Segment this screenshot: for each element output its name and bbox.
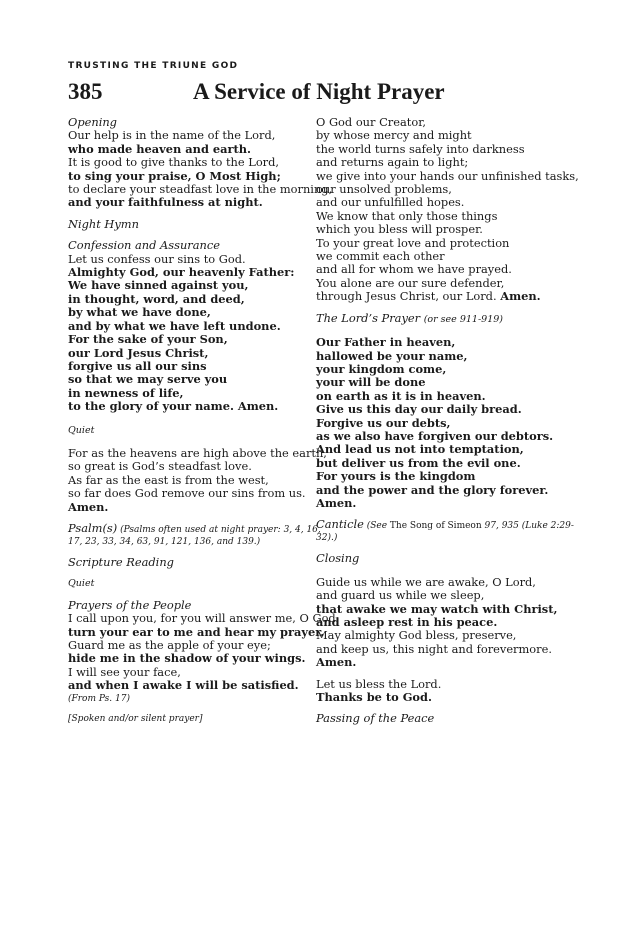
assurance-line: As far as the east is from the west, — [68, 472, 269, 487]
night-hymn-heading: Night Hymn — [68, 216, 139, 231]
prayers-source: (From Ps. 17) — [68, 693, 130, 704]
peace-heading: Passing of the Peace — [316, 711, 435, 726]
confession-line: Almighty God, our heavenly Father: — [68, 265, 295, 280]
opening-line: It is good to give thanks to the Lord, — [68, 155, 280, 170]
lords-prayer-line: Give us this day our daily bread. — [316, 402, 522, 417]
closing-heading: Closing — [316, 551, 360, 566]
prayers-line: Guard me as the apple of your eye; — [68, 638, 271, 652]
section-label: TRUSTING THE TRIUNE GOD — [68, 61, 239, 71]
psalms-note: (Psalms often used at night prayer: 3, 4, 16, — [120, 524, 321, 535]
scripture-heading: Scripture Reading — [68, 554, 174, 569]
assurance-line: so great is God’s steadfast love. — [68, 459, 252, 474]
collect-line — [316, 290, 561, 303]
confession-line: so that we may serve you — [68, 372, 228, 387]
dismissal-line: Let us bless the Lord. — [316, 676, 442, 691]
lords-prayer-line: as we also have forgiven our debtors. — [316, 428, 554, 443]
lords-prayer-line: hallowed be your name, — [316, 348, 468, 363]
closing-line: and keep us, this night and forevermore. — [316, 641, 552, 656]
page-title: A Service of Night Prayer — [193, 79, 445, 104]
confession-line: in thought, word, and deed, — [68, 291, 245, 306]
canticle-refs: 97, 935 (Luke 2:29- — [484, 521, 574, 532]
lords-prayer-note: (or see 911-919) — [423, 313, 503, 325]
assurance-line: For as the heavens are high above the earth, — [68, 445, 327, 460]
opening-line: to declare your steadfast love in the morning, — [68, 182, 333, 197]
lords-prayer-heading: The Lord’s Prayer — [316, 310, 421, 325]
collect-line: and returns again to light; — [316, 155, 469, 170]
collect-line: You alone are our sure defender, — [316, 275, 505, 290]
opening-line: and your faithfulness at night. — [68, 195, 263, 210]
collect-line: by whose mercy and might — [316, 128, 472, 143]
collect-amen: Amen. — [500, 289, 541, 304]
lords-prayer-line: Our Father in heaven, — [316, 335, 456, 350]
prayers-line: and when I awake I will be satisfied. — [68, 678, 299, 693]
confession-line: to the glory of your name. Amen. — [68, 399, 279, 414]
closing-line: and guard us while we sleep, — [316, 588, 485, 603]
lords-prayer-heading-row — [316, 312, 561, 326]
psalms-label: Psalm(s) — [68, 520, 118, 535]
collect-line: O God our Creator, — [316, 115, 427, 129]
confession-line: by what we have done, — [68, 305, 211, 320]
lords-prayer-line: but deliver us from the evil one. — [316, 455, 521, 470]
confession-line: in newness of life, — [68, 385, 184, 400]
confession-line: We have sinned against you, — [68, 278, 249, 293]
canticle-song: The Song of Simeon — [389, 521, 482, 532]
confession-line: Let us confess our sins to God. — [68, 251, 246, 266]
opening-heading: Opening — [68, 115, 117, 129]
collect-line: we give into your hands our unfinished tasks, — [316, 168, 579, 183]
collect-line: To your great love and protection — [316, 235, 510, 250]
lords-prayer-line: your kingdom come, — [316, 361, 447, 376]
confession-heading: Confession and Assurance — [68, 238, 220, 253]
collect-line: We know that only those things — [316, 208, 498, 223]
collect-line: we commit each other — [316, 249, 445, 264]
prayers-line: hide me in the shadow of your wings. — [68, 651, 306, 666]
prayers-line: turn your ear to me and hear my prayer. — [68, 624, 325, 639]
quiet-rubric: Quiet — [68, 578, 95, 590]
prayers-line: I call upon you, for you will answer me, O God; — [68, 611, 340, 626]
collect-ending: through Jesus Christ, our Lord. — [316, 289, 497, 304]
canticle-line — [316, 517, 574, 532]
lords-prayer-line: your will be done — [316, 375, 426, 390]
lords-prayer-line: And lead us not into temptation, — [316, 442, 524, 457]
hymn-number: 385 — [68, 79, 103, 104]
prayers-heading: Prayers of the People — [68, 597, 192, 612]
opening-line: Our help is in the name of the Lord, — [68, 128, 276, 143]
lords-prayer-line: on earth as it is in heaven. — [316, 388, 486, 403]
psalms-line — [68, 520, 321, 536]
confession-line: and by what we have left undone. — [68, 318, 281, 333]
collect-line: and all for whom we have prayed. — [316, 262, 512, 277]
lords-prayer-line: Amen. — [316, 495, 357, 510]
closing-line: Amen. — [316, 655, 357, 670]
confession-line: forgive us all our sins — [68, 358, 207, 373]
lords-prayer-line: and the power and the glory forever. — [316, 482, 549, 497]
assurance-line: so far does God remove our sins from us. — [68, 486, 306, 501]
confession-line: our Lord Jesus Christ, — [68, 345, 209, 360]
collect-line: our unsolved problems, — [316, 182, 452, 197]
spoken-rubric: [Spoken and/or silent prayer] — [68, 713, 203, 724]
right-column — [316, 115, 579, 726]
closing-line: and asleep rest in his peace. — [316, 615, 498, 629]
opening-line: who made heaven and earth. — [68, 141, 252, 156]
collect-line: the world turns safely into darkness — [316, 141, 525, 156]
assurance-line: Amen. — [68, 499, 109, 514]
canticle-label: Canticle — [316, 517, 364, 532]
closing-line: May almighty God bless, preserve, — [316, 628, 517, 643]
dismissal-line: Thanks be to God. — [316, 690, 432, 705]
canticle-refs-2: 32).) — [316, 533, 338, 544]
quiet-rubric: Quiet — [68, 424, 95, 436]
lords-prayer-line: For yours is the kingdom — [316, 469, 476, 484]
confession-line: For the sake of your Son, — [68, 332, 228, 347]
prayers-line: I will see your face, — [68, 664, 181, 679]
collect-line: which you bless will prosper. — [316, 222, 483, 237]
canticle-see: (See — [366, 521, 388, 532]
lords-prayer-line: Forgive us our debts, — [316, 415, 451, 430]
closing-line: that awake we may watch with Christ, — [316, 601, 558, 616]
collect-line: and our unfulfilled hopes. — [316, 195, 465, 210]
opening-line: to sing your praise, O Most High; — [68, 168, 281, 183]
psalms-note-2: 17, 23, 33, 34, 63, 91, 121, 136, and 139.) — [68, 536, 261, 547]
closing-line: Guide us while we are awake, O Lord, — [316, 574, 536, 589]
